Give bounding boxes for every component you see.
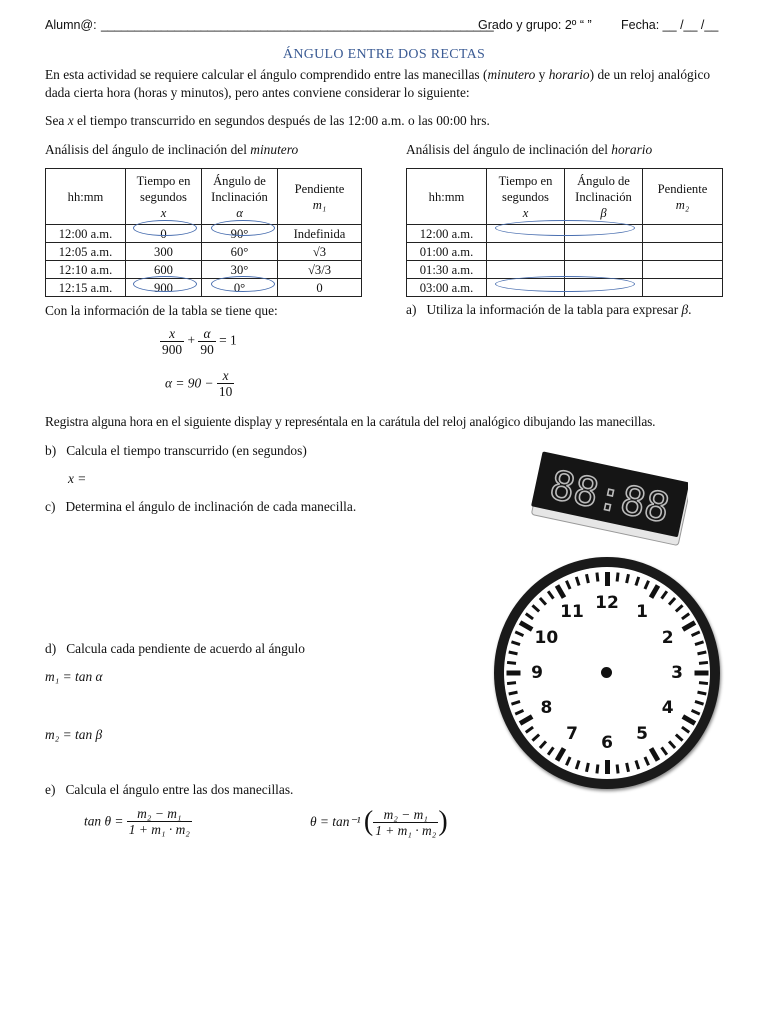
highlight-oval (211, 220, 275, 236)
question-d-label: d) (45, 641, 57, 656)
question-a-var: β (681, 302, 689, 317)
eq2-num: x (217, 368, 234, 384)
clock-minute-tick (595, 764, 599, 773)
definition-x (45, 112, 490, 130)
clock-hour-tick (605, 760, 610, 774)
highlight-oval (495, 276, 635, 292)
formula-theta-den: 1 + m₁ · m₂ (375, 822, 437, 838)
clock-minute-tick (615, 764, 619, 773)
eq1-plus: + (187, 332, 196, 348)
table-row (46, 243, 362, 261)
clock-minute-tick (595, 572, 599, 581)
info-text: Con la información de la tabla se tiene que: (45, 303, 278, 318)
clock-number: 7 (566, 723, 578, 744)
eq1-num1: x (160, 326, 184, 342)
analog-clock[interactable] (494, 557, 720, 789)
clock-number: 11 (560, 602, 584, 623)
student-label: Alumn@: (45, 18, 97, 32)
table1-header-seconds: Tiempo en segundos x (126, 169, 202, 225)
table1-header-angle: Ángulo de Inclinación α (202, 169, 278, 225)
table1-header-slope: Pendiente m₁ (278, 169, 362, 225)
intro-text-end: ) de un reloj analógico dada cierta hora (horas y minutos), pero antes conviene considerar lo siguiente: (45, 67, 711, 100)
question-a (406, 301, 692, 319)
table1-cell-seconds: 900 (126, 279, 202, 297)
table1-cell-seconds: 0 (126, 225, 202, 243)
table1-cell-time: 12:00 a.m. (46, 225, 126, 243)
table-row (46, 279, 362, 297)
table2-caption-text: Análisis del ángulo de inclinación del (406, 142, 612, 157)
clock-number: 10 (534, 628, 559, 648)
definition-text-end: el tiempo transcurrido en segundos después de las 12:00 a.m. o las 00:00 hrs. (73, 113, 490, 128)
definition-var: x (67, 113, 74, 128)
clock-number: 3 (671, 663, 683, 683)
clock-hour-tick (605, 572, 610, 586)
slope-m1: m₁ = tan α (45, 669, 103, 684)
intro-and: y (535, 67, 549, 82)
table1-cell-slope: Indefinida (278, 225, 362, 243)
table1-cell-time: 12:15 a.m. (46, 279, 126, 297)
table1-cell-slope: √3 (278, 243, 362, 261)
clock-number: 6 (601, 733, 613, 753)
table2-caption-italic: horario (611, 142, 653, 157)
eq1-den2: 90 (200, 342, 214, 357)
table2-cell-seconds[interactable] (487, 243, 565, 261)
table1-cell-time: 12:05 a.m. (46, 243, 126, 261)
display-digits[interactable]: 88:88 (545, 462, 674, 533)
table1-cell-angle: 0° (202, 279, 278, 297)
page-title: ÁNGULO ENTRE DOS RECTAS (282, 47, 486, 62)
table1-cell-slope: √3/3 (278, 261, 362, 279)
eq2-lhs: α = 90 − (165, 375, 214, 391)
intro-text: En esta actividad se requiere calcular el ángulo comprendido entre las manecillas ( (45, 67, 488, 82)
clock-number: 12 (595, 593, 619, 613)
table1-cell-angle: 30° (202, 261, 278, 279)
question-c (45, 498, 356, 516)
register-text: Registra alguna hora en el siguiente display y represéntala en la carátula del reloj analógico dibujando las manecillas. (45, 414, 656, 429)
formula-tan-theta (84, 806, 192, 837)
formula-tan-lhs: tan θ = (84, 813, 124, 829)
table2-cell-slope[interactable] (643, 261, 723, 279)
intro-minutero: minutero (487, 67, 536, 82)
table2-cell-time: 03:00 a.m. (407, 279, 487, 297)
digital-display[interactable] (528, 450, 688, 550)
clock-minute-tick (615, 572, 619, 581)
table2-cell-slope[interactable] (643, 279, 723, 297)
eq1-rhs: = 1 (219, 332, 237, 348)
question-a-end: . (688, 302, 692, 317)
table2-header-slope: Pendiente m₂ (643, 169, 723, 225)
grade-label: Grado y grupo: 2º “ ” (478, 18, 592, 32)
table-row (46, 225, 362, 243)
eq2-den: 10 (218, 384, 233, 399)
clock-hour-tick (506, 671, 520, 676)
question-b-text: Calcula el tiempo transcurrido (en segundos) (66, 443, 307, 458)
table1-header-time: hh:mm (46, 169, 126, 225)
intro-horario: horario (548, 67, 590, 82)
student-name-blank[interactable]: ___________________________________________________________ (101, 18, 494, 32)
table2-cell-slope[interactable] (643, 243, 723, 261)
table2-header-time: hh:mm (407, 169, 487, 225)
eq1-num2: α (198, 326, 215, 342)
question-d-text: Calcula cada pendiente de acuerdo al ángulo (66, 641, 305, 656)
definition-text: Sea (45, 113, 68, 128)
clock-number: 4 (661, 698, 674, 718)
table1-cell-slope: 0 (278, 279, 362, 297)
formula-theta-num: m₂ − m₁ (373, 807, 438, 823)
table2-cell-slope[interactable] (643, 225, 723, 243)
clock-number: 2 (661, 628, 674, 648)
question-b-answer[interactable]: x = (68, 471, 87, 486)
clock-center (601, 667, 612, 678)
highlight-oval (133, 220, 197, 236)
highlight-oval (211, 276, 275, 292)
clock-number: 1 (636, 602, 648, 623)
equation-1 (160, 326, 237, 357)
table1-cell-seconds: 600 (126, 261, 202, 279)
highlight-oval (495, 220, 635, 236)
table1-caption-italic: minutero (250, 142, 299, 157)
table2-header-seconds: Tiempo en segundos x (487, 169, 565, 225)
table1-cell-seconds: 300 (126, 243, 202, 261)
formula-theta: θ = tan⁻¹ ( $\frac{\text{m₂ − m₁}}{\text{1 + m₁ · m₂}}$ ) (310, 806, 448, 838)
question-e-text: Calcula el ángulo entre las dos manecillas. (65, 782, 294, 797)
highlight-oval (133, 276, 197, 292)
question-e-label: e) (45, 782, 56, 797)
question-c-text: Determina el ángulo de inclinación de cada manecilla. (65, 499, 357, 514)
table-row (46, 261, 362, 279)
table1-caption-text: Análisis del ángulo de inclinación del (45, 142, 251, 157)
table1-cell-angle: 60° (202, 243, 278, 261)
formula-tan-den: 1 + m₁ · m₂ (128, 822, 190, 837)
clock-number: 9 (531, 663, 543, 683)
question-c-label: c) (45, 499, 56, 514)
table2-cell-time: 01:30 a.m. (407, 261, 487, 279)
table-minutero (45, 168, 362, 297)
date-label: Fecha: __ /__ /__ (621, 18, 719, 32)
clock-number: 8 (540, 698, 553, 718)
table2-cell-time: 01:00 a.m. (407, 243, 487, 261)
table-row (407, 243, 723, 261)
formula-theta-lhs: θ = tan⁻¹ (310, 814, 361, 829)
question-a-text: Utiliza la información de la tabla para expresar (426, 302, 682, 317)
intro-paragraph (45, 66, 725, 102)
clock-number: 5 (636, 723, 648, 744)
equation-2 (165, 368, 234, 399)
table1-cell-time: 12:10 a.m. (46, 261, 126, 279)
table2-cell-angle[interactable] (565, 243, 643, 261)
table1-cell-angle: 90° (202, 225, 278, 243)
slope-m2: m₂ = tan β (45, 727, 103, 742)
question-d (45, 640, 305, 658)
table2-caption (406, 141, 652, 159)
digital-display-graphic (528, 450, 688, 550)
formula-tan-num: m₂ − m₁ (127, 806, 192, 822)
clock-hour-tick (694, 671, 708, 676)
question-a-label: a) (406, 302, 417, 317)
eq1-den1: 900 (162, 342, 183, 357)
question-b-label: b) (45, 443, 57, 458)
question-b (45, 442, 307, 460)
table2-header-angle: Ángulo de Inclinación β (565, 169, 643, 225)
table1-caption (45, 141, 298, 159)
question-e (45, 781, 293, 799)
table2-cell-time: 12:00 a.m. (407, 225, 487, 243)
header (45, 18, 725, 36)
